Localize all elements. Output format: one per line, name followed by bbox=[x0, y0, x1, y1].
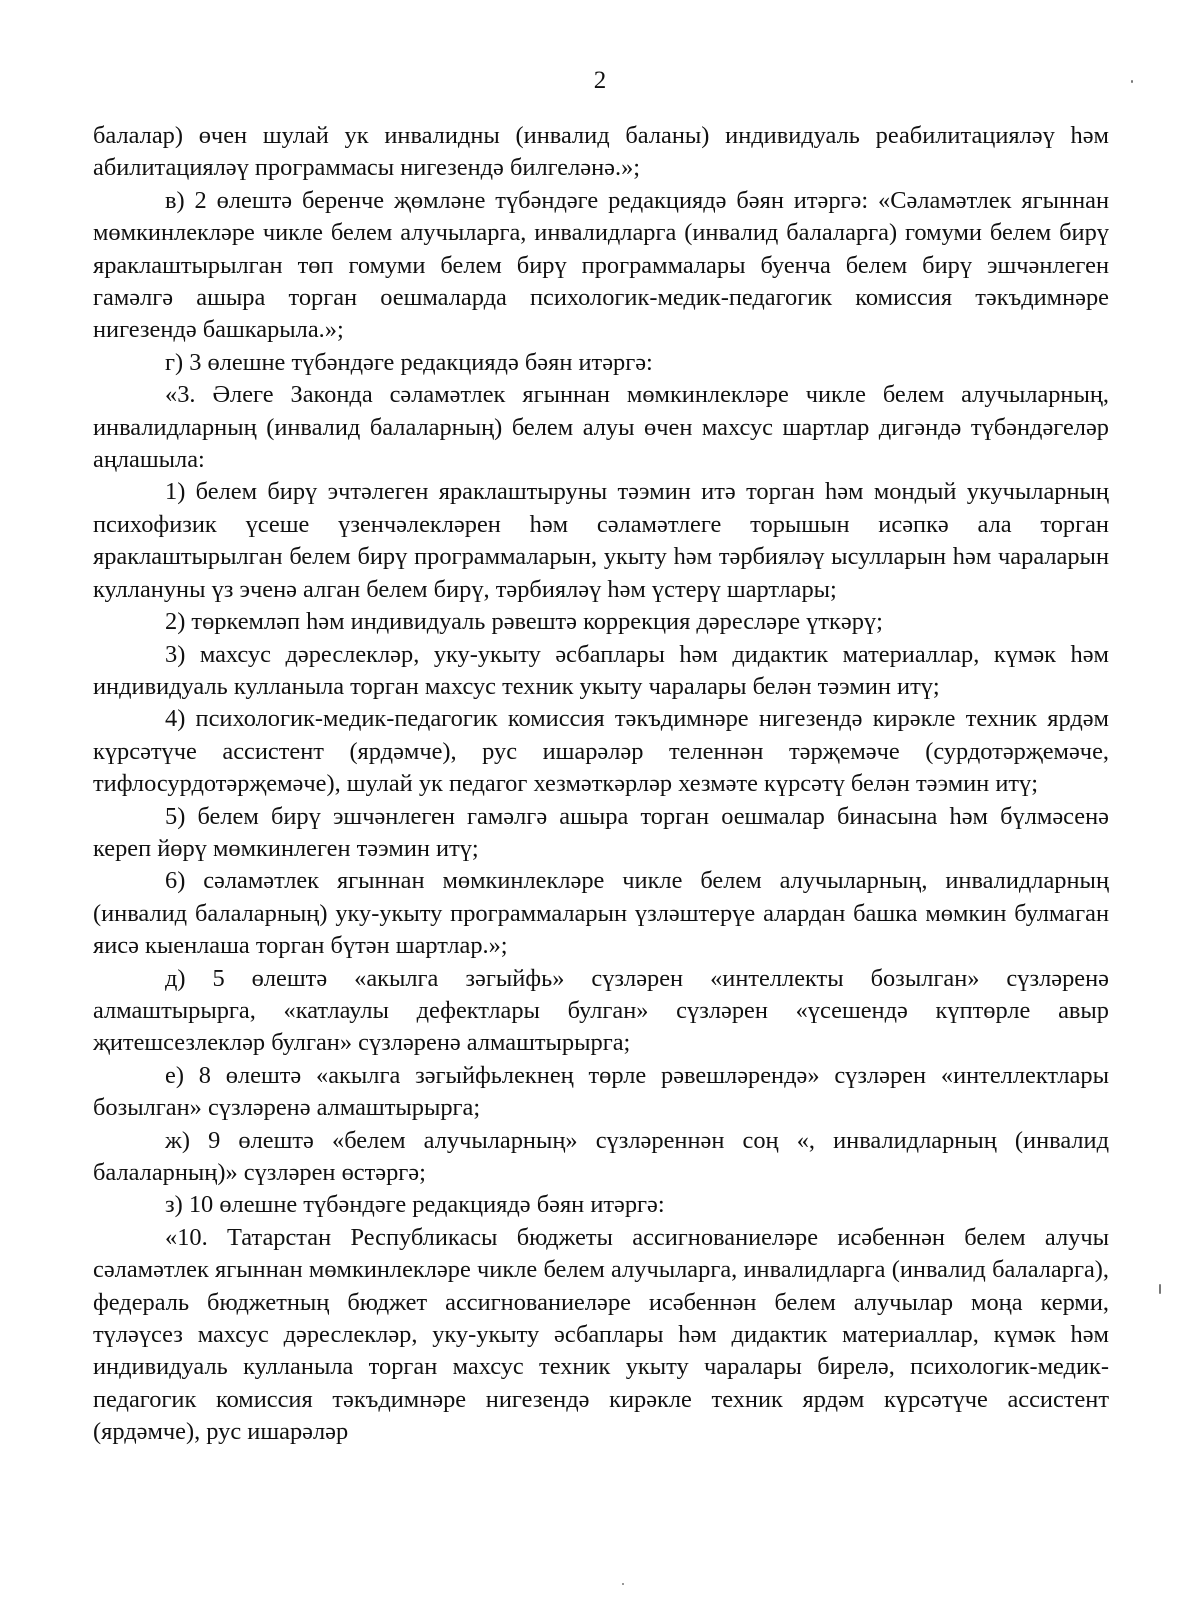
paragraph-subitem-6: 6) сәламәтлек ягыннан мөмкинлекләре чикле белем алучыларның, инвалидларның (инвалид балаларның) уку-укыту программаларын үзләштерүе алардан башка мөмкин булмаган яисә кыенлаша торган бүтән шартлар.»; bbox=[93, 867, 1109, 960]
paragraph-subitem-3: 3) махсус дәреслекләр, уку-укыту әсбаплары һәм дидактик материаллар, күмәк һәм индивидуаль кулланыла торган махсус техник укыту чаралары белән тәэмин итү; bbox=[93, 640, 1109, 700]
document-body bbox=[93, 120, 1109, 1449]
paragraph-clause-10: «10. Татарстан Республикасы бюджеты ассигнованиеләре исәбеннән белем алучы сәламәтлек ягыннан мөмкинлекләре чикле белем алучыларга, инвалидларга (инвалид балаларга), федераль бюджетның бюджет ассигнованиеләре исәбеннән белем алучылар моңа керми, түләүсез махсус дәреслекләр, уку-укыту әсбаплары һәм дидактик материаллар, күмәк һәм индивидуаль кулланыла торган махсус техник укыту чаралары бирелә, психологик-медик-педагогик комиссия тәкъдимнәре нигезендә кирәкле техник ярдәм күрсәтүче ассистент (ярдәмче), рус ишарәләр bbox=[93, 1223, 1109, 1446]
paragraph-subitem-1: 1) белем бирү эчтәлеген яраклаштыруны тәэмин итә торган һәм мондый укучыларның психофизик үсеше үзенчәлекләрен һәм сәламәтлеге торышын исәпкә ала торган яраклаштырылган белем бирү программаларын, укыту һәм тәрбияләү ысулларын һәм чараларын куллануны үз эченә алган белем бирү, тәрбияләү һәм үстерү шартлары; bbox=[93, 478, 1109, 603]
paragraph-continuation: балалар) өчен шулай ук инвалидны (инвалид баланы) индивидуаль реабилитацияләү һәм абилитацияләү программасы нигезендә билгеләнә.»; bbox=[93, 122, 1109, 182]
paragraph-subitem-2: 2) төркемләп һәм индивидуаль рәвештә коррекция дәресләре үткәрү; bbox=[165, 608, 883, 636]
paragraph-subitem-5: 5) белем бирү эшчәнлеген гамәлгә ашыра торган оешмалар бинасына һәм бүлмәсенә кереп йөрү мөмкинлеген тәэмин итү; bbox=[93, 802, 1109, 862]
paragraph-item-z: з) 10 өлешне түбәндәге редакциядә бәян итәргә: bbox=[165, 1191, 665, 1219]
paragraph-item-g: г) 3 өлешне түбәндәге редакциядә бәян итәргә: bbox=[165, 348, 653, 376]
paragraph-item-zh: ж) 9 өлештә «белем алучыларның» сүзләреннән соң «, инвалидларның (инвалид балаларның)» сүзләрен өстәргә; bbox=[93, 1126, 1109, 1186]
paragraph-subitem-4: 4) психологик-медик-педагогик комиссия тәкъдимнәре нигезендә кирәкле техник ярдәм күрсәтүче ассистент (ярдәмче), рус ишарәләр теленнән тәрҗемәче (сурдотәрҗемәче, тифлосурдотәрҗемәче), шулай ук педагог хезмәткәрләр хезмәте күрсәтү белән тәэмин итү; bbox=[93, 705, 1109, 798]
paragraph-item-d: д) 5 өлештә «акылга зәгыйфь» сүзләрен «интеллекты бозылган» сүзләренә алмаштырырга, «катлаулы дефектлары булган» сүзләрен «үсешендә күптөрле авыр җитешсезлекләр булган» сүзләренә алмаштырырга; bbox=[93, 964, 1109, 1057]
scan-speck bbox=[1159, 1284, 1161, 1294]
paragraph-item-e: е) 8 өлештә «акылга зәгыйфьлекнең төрле рәвешләрендә» сүзләрен «интеллектлары бозылган» сүзләренә алмаштырырга; bbox=[93, 1061, 1109, 1122]
scan-speck bbox=[1131, 80, 1133, 83]
scan-speck bbox=[622, 1583, 624, 1585]
page-number: 2 bbox=[593, 67, 607, 94]
paragraph-item-v: в) 2 өлештә беренче җөмләне түбәндәге редакциядә бәян итәргә: «Сәламәтлек ягыннан мөмкинлекләре чикле белем алучыларга, инвалидларга (инвалид балаларга) гомуми белем бирү яраклаштырылган төп гомуми белем бирү программалары буенча белем бирү эшчәнлеген гамәлгә ашыра торган оешмаларда психологик-медик-педагогик комиссия тәкъдимнәре нигезендә башкарыла.»; bbox=[93, 186, 1109, 344]
paragraph-clause-3: «3. Әлеге Законда сәламәтлек ягыннан мөмкинлекләре чикле белем алучыларның, инвалидларның (инвалид балаларның) белем алуы өчен махсус шартлар дигәндә түбәндәгеләр аңлашыла: bbox=[93, 381, 1109, 474]
